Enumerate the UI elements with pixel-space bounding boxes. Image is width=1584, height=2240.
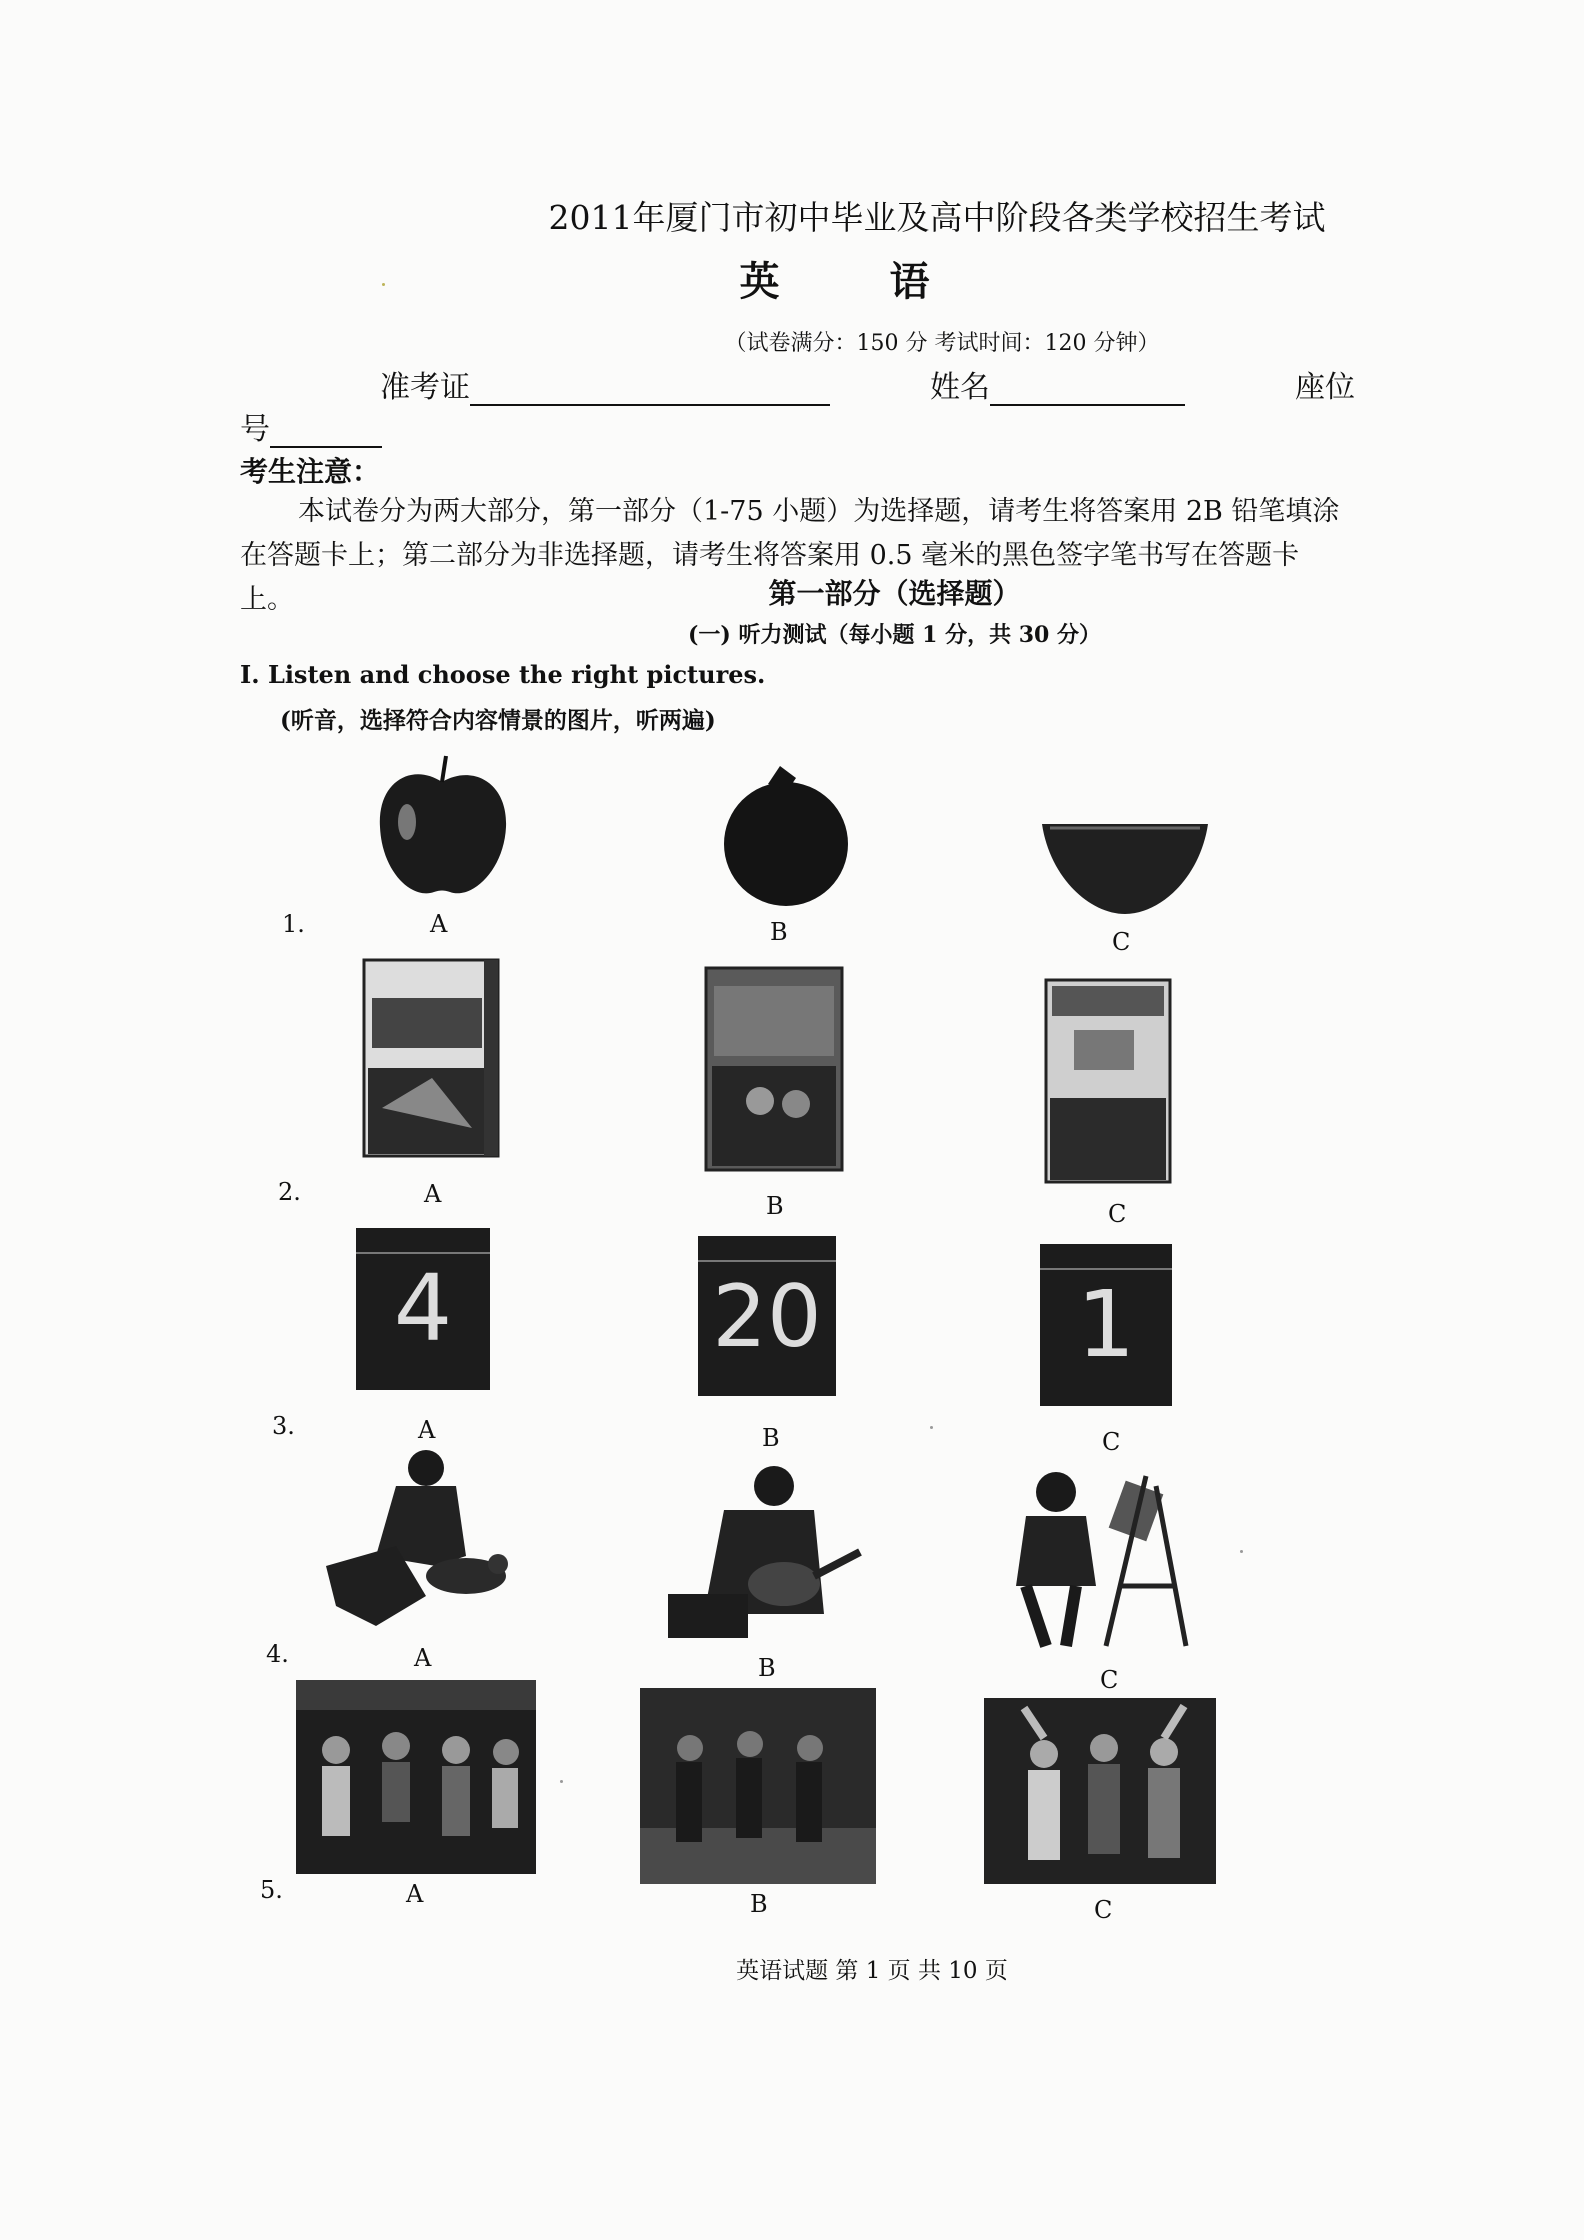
person-playing-guitar-picture [664,1464,864,1640]
calendar-picture [1040,1244,1172,1406]
scan-speck [1240,1550,1243,1553]
seat-blank [270,418,382,448]
part-title: 第一部分（选择题） [768,577,1021,610]
calendar-number: 1 [1076,1271,1136,1378]
option-label: A [418,1416,436,1444]
person-playing-with-child-picture [316,1446,516,1636]
scan-speck [560,1780,563,1783]
option-label: A [430,910,448,938]
option-label: B [770,918,788,946]
option-label: B [766,1192,784,1220]
seat-label-1: 座位 [1295,370,1355,405]
notes-title: 考生注意： [240,455,381,488]
watermelon-picture [1040,818,1210,918]
question-number: 3. [272,1412,295,1440]
calendar-picture [698,1236,836,1396]
seat-field [240,404,382,448]
group-photo-a [296,1680,536,1874]
seat-label-2: 号 [240,412,270,447]
scan-speck [930,1426,933,1429]
person-painting-picture [996,1466,1196,1656]
notes-body: 本试卷分为两大部分，第一部分（1-75 小题）为选择题，请考生将答案用 2B 铅笔填涂在答题卡上；第二部分为非选择题，请考生将答案用 0.5 毫米的黑色签字笔书写在答题卡上。 [240,496,1340,615]
name-blank [990,376,1185,406]
group-photo-b [640,1688,876,1884]
option-label: C [1112,928,1131,956]
calendar-number: 20 [712,1267,822,1367]
orange-picture [718,762,854,910]
section-title: (一) 听力测试（每小题 1 分，共 30 分） [687,622,1102,648]
question-number: 2. [278,1178,301,1206]
question-number: 1. [282,910,305,938]
option-label: B [758,1654,776,1682]
calendar-number: 4 [393,1255,453,1362]
group-photo-c [984,1698,1216,1884]
name-label: 姓名 [930,370,990,405]
admission-blank [470,376,830,406]
subject-title: 英语 [739,258,1040,305]
calendar-picture [356,1228,490,1390]
admission-label: 准考证 [380,370,470,405]
question-number: 4. [266,1640,289,1668]
option-label: C [1108,1200,1127,1228]
page-footer: 英语试题 第 1 页 共 10 页 [736,1958,1008,1984]
instruction-cn: (听音，选择符合内容情景的图片，听两遍) [280,707,716,734]
option-label: C [1102,1428,1121,1456]
chinese-book-picture [1044,978,1172,1184]
option-label: A [406,1880,424,1908]
history-book-picture [704,966,844,1172]
option-label: B [762,1424,780,1452]
apple-picture [372,752,512,902]
option-label: B [750,1890,768,1918]
exam-info: （试卷满分：150 分 考试时间：120 分钟） [724,331,1160,356]
name-field [930,362,1185,406]
math-book-picture [362,958,502,1158]
admission-field [380,362,830,406]
instruction-en: Ⅰ. Listen and choose the right pictures. [240,660,766,689]
option-label: C [1100,1666,1119,1694]
question-number: 5. [260,1876,283,1904]
option-label: A [424,1180,442,1208]
exam-title: 2011年厦门市初中毕业及高中阶段各类学校招生考试 [548,198,1326,237]
scan-speck [382,283,385,286]
option-label: A [414,1644,432,1672]
option-label: C [1094,1896,1113,1924]
